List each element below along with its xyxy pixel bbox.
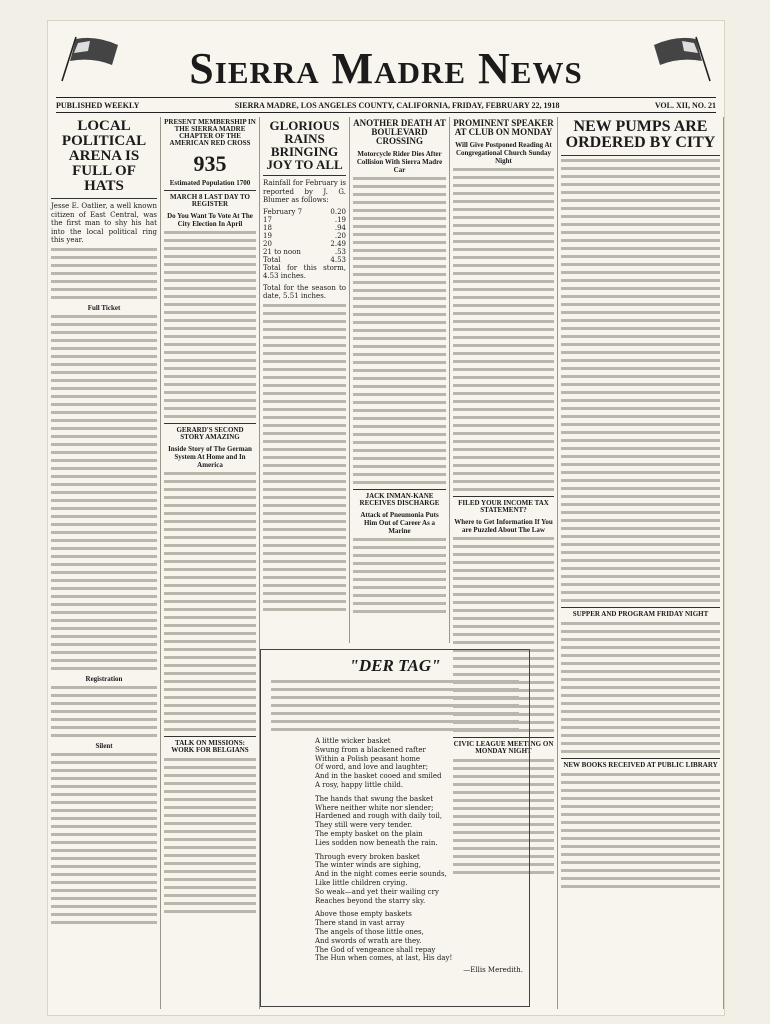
table-row: 20 2.49 xyxy=(263,239,346,248)
divider xyxy=(164,423,256,424)
headline: SUPPER AND PROGRAM FRIDAY NIGHT xyxy=(572,610,709,618)
divider xyxy=(561,155,720,156)
publication-date: SIERRA MADRE, LOS ANGELES COUNTY, CALIFORNIA, FRIDAY, FEBRUARY 22, 1918 xyxy=(234,100,560,110)
publication-frequency: PUBLISHED WEEKLY xyxy=(56,100,140,110)
article-text xyxy=(164,758,256,913)
column-6 xyxy=(558,117,724,1009)
column-3 xyxy=(260,117,350,643)
table-row: 18 .94 xyxy=(263,223,346,232)
table-row: Total 4.53 xyxy=(263,255,346,264)
divider xyxy=(453,496,554,497)
newspaper-title: Sierra Madre News xyxy=(189,44,583,93)
headline: GLORIOUS RAINS BRINGING JOY TO ALL xyxy=(266,118,343,172)
article-text xyxy=(561,159,720,602)
article-text xyxy=(51,315,157,670)
masthead xyxy=(48,21,724,117)
subheading: Do You Want To Vote At The City Election In April xyxy=(167,212,253,229)
poem-title: "DER TAG" xyxy=(349,656,441,675)
headline: NEW PUMPS ARE ORDERED BY CITY xyxy=(565,118,716,151)
article-text xyxy=(353,177,446,484)
article-text xyxy=(353,538,446,613)
article-text xyxy=(164,231,256,418)
article-text xyxy=(164,472,256,731)
subheading: Registration xyxy=(85,674,123,683)
subheading: Will Give Postponed Reading At Congregational Church Sunday Night xyxy=(455,141,552,166)
article-lead: Jesse E. Oatlier, a well known citizen of East Central, was the first man to shy his hat into the local political ring this year. xyxy=(51,202,157,244)
column-1 xyxy=(48,117,161,1009)
divider xyxy=(561,607,720,608)
subheading: Motorcycle Rider Dies After Collision With Sierra Madre Car xyxy=(356,150,443,175)
headline: TALK ON MISSIONS: WORK FOR BELGIANS xyxy=(171,739,249,755)
table-row: 19 .20 xyxy=(263,231,346,240)
membership-count: 935 xyxy=(193,151,227,176)
divider xyxy=(51,198,157,199)
article-text xyxy=(453,168,554,491)
dateline xyxy=(56,97,716,113)
poem-introduction xyxy=(271,680,519,731)
divider xyxy=(164,190,256,191)
column-4 xyxy=(350,117,450,643)
subheading: Silent xyxy=(95,741,113,750)
article-text xyxy=(51,248,157,299)
headline: GERARD'S SECOND STORY AMAZING xyxy=(176,426,244,442)
headline: PRESENT MEMBERSHIP IN THE SIERRA MADRE CHAPTER OF THE AMERICAN RED CROSS xyxy=(164,118,256,147)
headline: NEW BOOKS RECEIVED AT PUBLIC LIBRARY xyxy=(563,761,718,769)
subheading: Full Ticket xyxy=(87,303,121,312)
season-total: Total for the season to date, 5.51 inches. xyxy=(263,283,346,300)
rainfall-table xyxy=(263,208,346,264)
poem-text: A little wicker basket Swung from a blackened rafter Within a Polish peasant home Of word, and love and laughter; And in the basket cooed and smiled A rosy, happy little child. The hands that swung the basket Where neither white nor slender; Hardened and rough with daily toil, They still were very tender. The empty basket on the plain Lies sodden now beneath the rain. Through every broken basket The winter winds are sighing, And in the night comes eerie sounds, Like little children crying. So weak—and yet their wailing cry Reaches beyond the starry sky. Above those empty baskets There stand in vast array The angels of those little ones, And swords of wrath are they. The God of vengeance shall repay The Hun when comes, at last, His day! xyxy=(315,737,453,963)
newspaper-page xyxy=(47,20,725,1016)
divider xyxy=(353,489,446,490)
subheading: Where to Get Information If You are Puzzled About The Law xyxy=(454,518,553,535)
storm-total: Total for this storm, 4.53 inches. xyxy=(263,263,346,280)
article-text xyxy=(561,773,720,888)
column-2 xyxy=(161,117,260,1009)
divider xyxy=(561,758,720,759)
headline: PROMINENT SPEAKER AT CLUB ON MONDAY xyxy=(453,118,554,137)
headline: LOCAL POLITICAL ARENA IS FULL OF HATS xyxy=(61,118,147,194)
table-row: February 7 0.20 xyxy=(263,207,346,216)
subheading: Inside Story of The German System At Home and In America xyxy=(168,445,252,470)
divider xyxy=(164,736,256,737)
article-text xyxy=(51,686,157,737)
divider xyxy=(263,175,346,176)
article-text xyxy=(263,304,346,611)
volume-number: VOL. XII, NO. 21 xyxy=(654,100,716,110)
headline: JACK INMAN-KANE RECEIVES DISCHARGE xyxy=(359,492,440,508)
table-row: 21 to noon .53 xyxy=(263,247,346,256)
poem-author: —Ellis Meredith. xyxy=(463,966,523,975)
article-text xyxy=(561,622,720,753)
headline: CIVIC LEAGUE MEETING ON MONDAY NIGHT xyxy=(453,740,554,756)
headline: MARCH 8 LAST DAY TO REGISTER xyxy=(169,193,250,209)
flag-icon xyxy=(646,35,716,83)
article-text xyxy=(51,753,157,924)
article-lead: Rainfall for February is reported by J. G. Blumer as follows: xyxy=(263,179,346,204)
headline: FILED YOUR INCOME TAX STATEMENT? xyxy=(458,499,549,515)
table-row: 17 .19 xyxy=(263,215,346,224)
subheading: Estimated Population 1700 xyxy=(169,179,251,187)
subheading: Attack of Pneumonia Puts Him Out of Career As a Marine xyxy=(360,511,439,536)
poem-box xyxy=(260,649,530,1007)
headline: ANOTHER DEATH AT BOULEVARD CROSSING xyxy=(353,118,446,146)
